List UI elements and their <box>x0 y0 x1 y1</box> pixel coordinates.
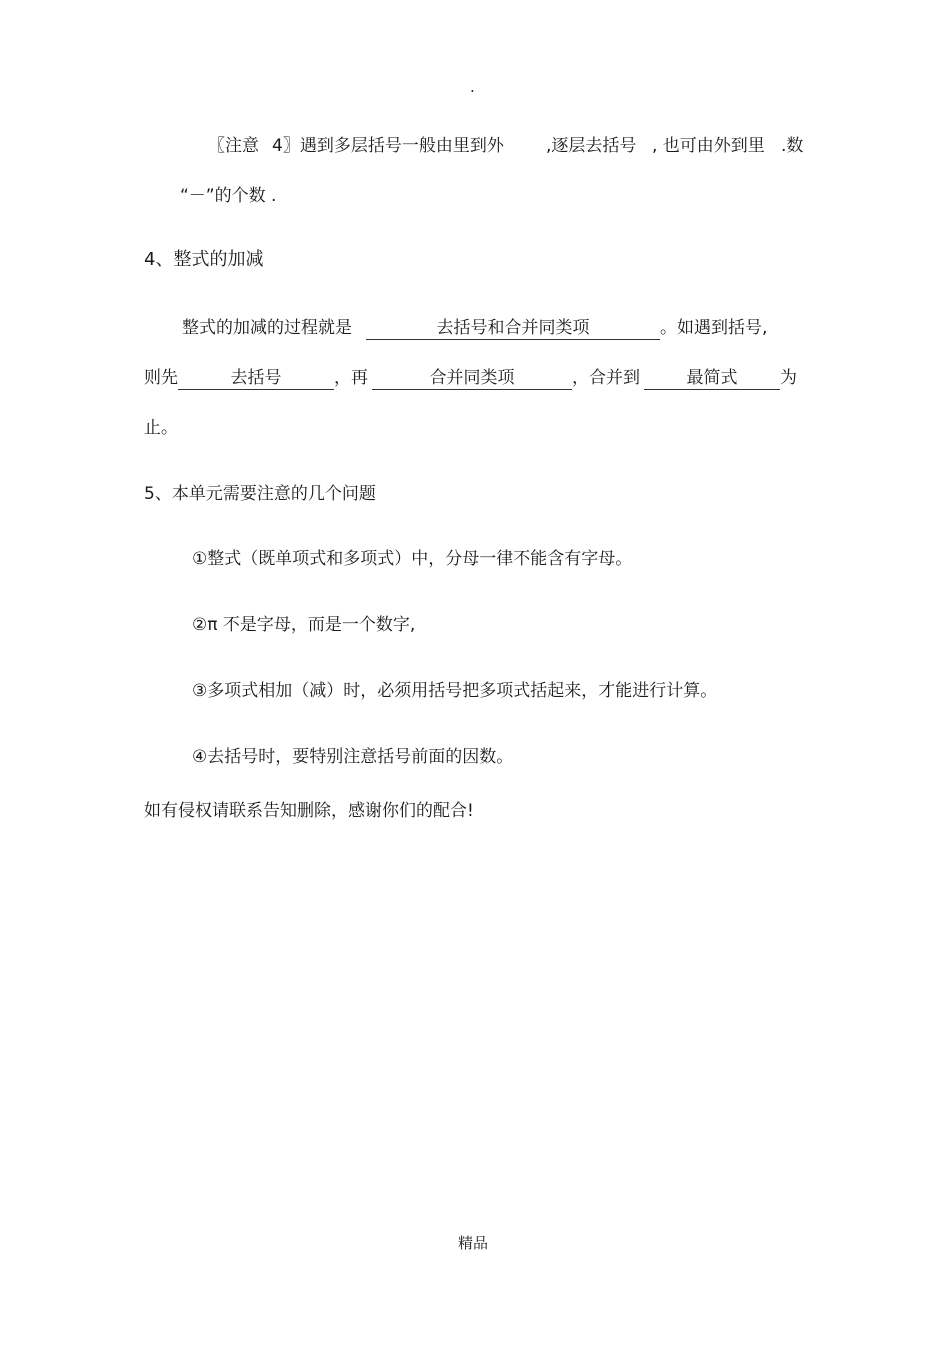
section4-paragraph-line3: 止。 <box>144 418 178 438</box>
header-dot: . <box>470 78 475 96</box>
answer-blank-2: 去括号 <box>178 368 334 390</box>
note4-line1-d: .数 <box>781 136 804 156</box>
p2-suffix: 为 <box>780 368 797 388</box>
disclaimer: 如有侵权请联系告知删除，感谢你们的配合! <box>144 801 474 821</box>
p1-prefix: 整式的加减的过程就是 <box>182 318 352 338</box>
section5-heading: 5、本单元需要注意的几个问题 <box>144 484 376 504</box>
section4-paragraph-line1 <box>182 313 767 340</box>
p2-mid2: ，合并到 <box>572 368 640 388</box>
answer-blank-4: 最简式 <box>644 368 780 390</box>
section5-item-2: ②π 不是字母，而是一个数字, <box>192 615 416 635</box>
note4-line1-b: ,逐层去括号 <box>546 136 637 156</box>
section5-item-4: ④去括号时，要特别注意括号前面的因数。 <box>192 747 514 767</box>
note4-line1-c: , 也可由外到里 <box>652 136 765 156</box>
footer-label: 精品 <box>458 1234 489 1252</box>
section4-heading: 4、整式的加减 <box>144 249 264 270</box>
section5-item-3: ③多项式相加（减）时，必须用括号把多项式括起来，才能进行计算。 <box>192 681 718 701</box>
note4-line2: “－”的个数 . <box>180 186 277 206</box>
section4-paragraph-line2 <box>144 363 797 390</box>
note4-label: 〖注意 <box>208 136 259 156</box>
section5-item-1: ①整式（既单项式和多项式）中，分母一律不能含有字母。 <box>192 549 633 569</box>
p2-mid1: ，再 <box>334 368 368 388</box>
answer-blank-1: 去括号和合并同类项 <box>366 318 660 340</box>
p2-prefix: 则先 <box>144 368 178 388</box>
p1-suffix: 。如遇到括号, <box>660 318 768 338</box>
answer-blank-3: 合并同类项 <box>372 368 572 390</box>
note4-line1-a: 4〗遇到多层括号一般由里到外 <box>272 136 504 156</box>
